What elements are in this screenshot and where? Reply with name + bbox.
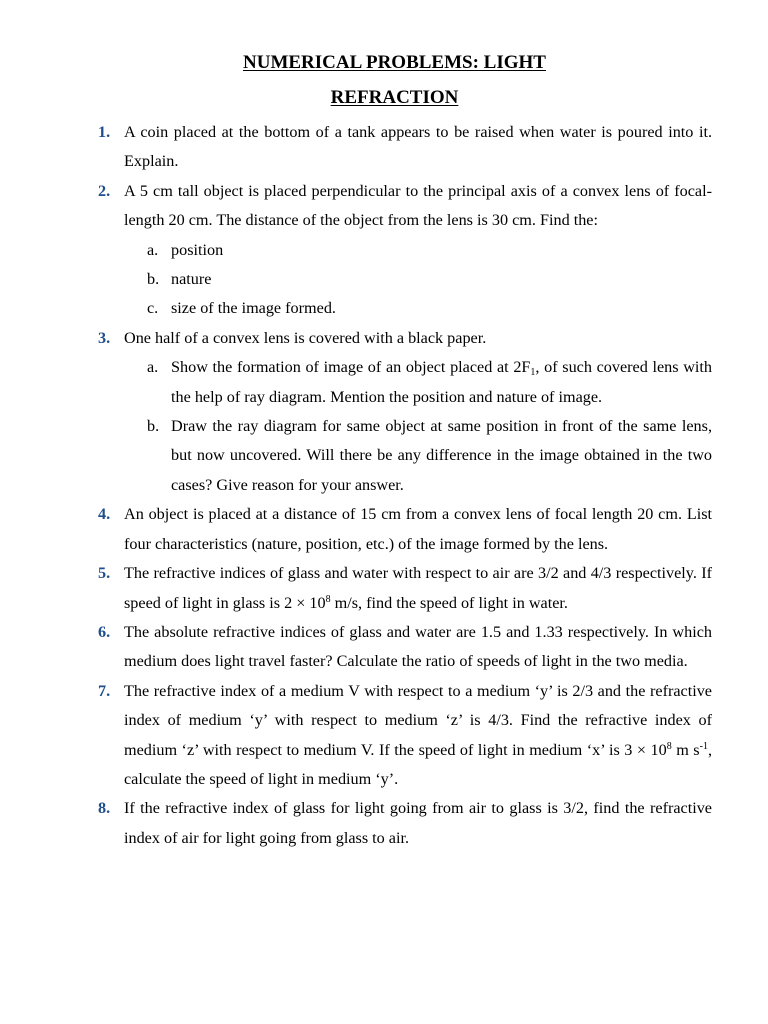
sub-question-text [171, 353, 712, 412]
sub-question-letter: a. [147, 240, 159, 259]
sub-question-letter: b. [147, 417, 160, 436]
problem-number: 4. [98, 505, 111, 524]
problem-list [98, 118, 712, 853]
problem-number: 8. [98, 799, 111, 818]
sub-question-text: position [171, 240, 224, 259]
problem-text [124, 559, 712, 618]
problem-number: 6. [98, 622, 111, 641]
text-segment: , calculate the speed of light in medium ‘y’. [124, 740, 712, 788]
text-segment: Show the formation of image of an object placed at 2F [171, 358, 531, 377]
sub-question-letter: c. [147, 299, 159, 318]
problem-number: 5. [98, 564, 111, 583]
text-segment: The refractive indices of glass and water with respect to air are 3/2 and 4/3 respectively. If speed of light in glass is 2 × 10 [124, 564, 712, 612]
page-subtitle: REFRACTION [330, 87, 459, 108]
sub-question-text: nature [171, 270, 212, 289]
problem-number: 2. [98, 181, 111, 200]
sub-question-text: Draw the ray diagram for same object at same position in front of the same lens, but now uncovered. Will there be any difference in the image obtained in the two cases? Give reason for your answer. [171, 417, 712, 494]
sub-question-text: size of the image formed. [171, 299, 336, 318]
sub-question [147, 353, 712, 412]
text-segment: , of such covered lens with the help of ray diagram. Mention the position and nature of image. [171, 358, 712, 406]
subscript: 1 [530, 367, 536, 379]
sub-question [147, 294, 712, 323]
problem-number: 3. [98, 328, 111, 347]
problem-item-7 [98, 677, 712, 795]
page-title: NUMERICAL PROBLEMS: LIGHT [243, 52, 546, 73]
problem-item-5 [98, 559, 712, 618]
problem-item-1 [98, 118, 712, 177]
problem-item-2 [98, 177, 712, 324]
sub-question [147, 236, 712, 265]
sub-question-letter: b. [147, 270, 160, 289]
superscript: -1 [699, 740, 708, 752]
text-segment: The refractive index of a medium V with respect to a medium ‘y’ is 2/3 and the refractive index of medium ‘y’ with respect to medium ‘z’ is 4/3. Find the refractive index of medium ‘z’ with respect to medium V. If the speed of light in medium ‘x’ is 3 × 10 [124, 681, 712, 759]
sub-question-list [124, 353, 712, 500]
problem-number: 1. [98, 123, 111, 141]
superscript: 8 [666, 740, 672, 752]
problem-number: 7. [98, 681, 111, 700]
problem-text: One half of a convex lens is covered with a black paper. [124, 328, 487, 347]
problem-text [124, 677, 712, 795]
problem-item-8 [98, 794, 712, 853]
text-segment: m/s, find the speed of light in water. [330, 593, 568, 612]
problem-text: An object is placed at a distance of 15 cm from a convex lens of focal length 20 cm. List four characteristics (nature, position, etc.) of the image formed by the lens. [124, 505, 712, 553]
sub-question-list [124, 236, 712, 324]
problem-item-4 [98, 500, 712, 559]
problem-item-3 [98, 324, 712, 500]
sub-question [147, 265, 712, 294]
problem-text: The absolute refractive indices of glass and water are 1.5 and 1.33 respectively. In which medium does light travel faster? Calculate the ratio of speeds of light in the two media. [124, 622, 712, 671]
problem-text: A coin placed at the bottom of a tank appears to be raised when water is poured into it. Explain. [124, 123, 712, 171]
text-segment: m s [671, 740, 700, 759]
superscript: 8 [325, 593, 331, 605]
problem-text: If the refractive index of glass for light going from air to glass is 3/2, find the refractive index of air for light going from glass to air. [124, 799, 712, 847]
sub-question [147, 412, 712, 500]
sub-question-letter: a. [147, 358, 159, 377]
problem-item-6 [98, 618, 712, 677]
problem-text: A 5 cm tall object is placed perpendicular to the principal axis of a convex lens of focal- length 20 cm. The distance of the object from the lens is 30 cm. Find the: [124, 181, 712, 230]
